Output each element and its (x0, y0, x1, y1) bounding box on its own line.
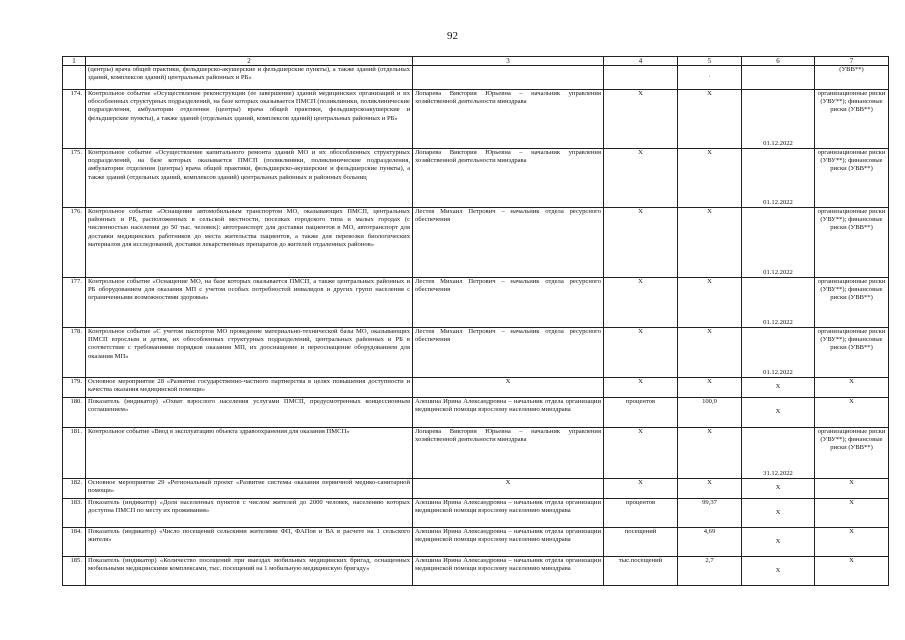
row-text: Контрольное событие «Оснащение автомобильным транспортом МО, оказывающих ПМСП, центральных районных и РБ, расположенных в сельской местности, поселках городского типа и малых городах (с численностью населения до 50 тыс. человек): автотранспорт для доставки пациентов в МО, автотранспорт для доставки медицинских работников до места жительства пациентов, а также для перевозки биологических материалов для исследований, доставки лекарственных препаратов до жителей отдаленных районов» (86, 208, 413, 278)
row-number: 185. (63, 557, 86, 586)
row-text: Показатель (индикатор) «Охват взрослого населения услугами ПМСП, предусмотренных концессионным соглашением» (86, 398, 413, 428)
row-risk: X (815, 479, 889, 499)
header-cell: 2 (86, 57, 413, 66)
row-risk: X (815, 557, 889, 586)
row-value: X (678, 428, 742, 479)
table-row (63, 557, 889, 586)
row-number: 179. (63, 378, 86, 398)
row-value: X (678, 278, 742, 328)
row-number: 184. (63, 528, 86, 557)
row-unit: посещений (604, 528, 678, 557)
table-row (63, 328, 889, 378)
table-row (63, 428, 889, 479)
row-value: X (678, 208, 742, 278)
table-row (63, 378, 889, 398)
row-value: X (678, 378, 742, 398)
row-text: Контрольное событие «С учетом паспортов МО проведение материально-технической базы МО, оказывающих ПМСП взрослым и детям, их обособленных структурных подразделений, центральных районных и РБ в соответствие с требованиями порядков оказания МП, их дооснащение и переоснащение оборудованием для оказания МП» (86, 328, 413, 378)
row-responsible: Лестев Михаил Петрович – начальник отдела ресурсного обеспечения (413, 208, 604, 278)
row-unit: X (604, 378, 678, 398)
row-deadline: 31.12.2022 (742, 428, 815, 479)
row-risk: (УВВ**) (815, 66, 889, 90)
row-text: Контрольное событие «Осуществление капитального ремонта зданий МО и их обособленных структурных подразделений, на базе которых оказывается ПМСП (поликлиники, поликлинические подразделения, амбулатории отделения (центры) врача общей практики, фельдшерско-акушерские и фельдшерские пункты), а также зданий (отдельных зданий, комплексов зданий) центральных районных и районных больниц (86, 149, 413, 208)
row-number: 174. (63, 90, 86, 149)
row-risk: организационные риски (УВУ**); финансовые риски (УВВ**) (815, 208, 889, 278)
row-value: 2,7 (678, 557, 742, 586)
row-deadline: X (742, 398, 815, 428)
row-number: 182. (63, 479, 86, 499)
row-unit: процентов (604, 398, 678, 428)
row-responsible: X (413, 479, 604, 499)
row-unit: X (604, 208, 678, 278)
table-row (63, 479, 889, 499)
row-deadline (742, 66, 815, 90)
row-deadline: 01.12.2022 (742, 208, 815, 278)
row-number: 178. (63, 328, 86, 378)
header-cell: 5 (678, 57, 742, 66)
row-deadline: X (742, 528, 815, 557)
row-unit (604, 66, 678, 90)
row-unit: X (604, 149, 678, 208)
row-text: Контрольное событие «Осуществление реконструкции (ее завершение) зданий медицинских организаций и их обособленных структурных подразделений, на базе которых оказывается ПМСП (поликлиники, поликлинические подразделения, амбулатории отделения (центры) врача общей практики, фельдшерскоакушерские и фельдшерские пункты), а также зданий (отдельных зданий, комплексов зданий) центральных районных и РБ» (86, 90, 413, 149)
header-cell: 3 (413, 57, 604, 66)
table-header-row (63, 57, 889, 66)
row-risk: организационные риски (УВУ**); финансовые риски (УВВ**) (815, 428, 889, 479)
row-number: 180. (63, 398, 86, 428)
row-responsible: Лестев Михаил Петрович – начальник отдела ресурсного обеспечения (413, 328, 604, 378)
row-unit: тыс.посещений (604, 557, 678, 586)
row-text: Показатель (индикатор) «Число посещений сельскими жителями ФП, ФАПов и ВА в расчете на 1 сельского жителя» (86, 528, 413, 557)
page-number: 92 (447, 30, 458, 42)
row-value: 99,37 (678, 499, 742, 528)
row-number: 183. (63, 499, 86, 528)
row-risk: организационные риски (УВУ**); финансовые риски (УВВ**) (815, 149, 889, 208)
row-deadline: 01.12.2022 (742, 149, 815, 208)
row-risk: организационные риски (УВУ**); финансовые риски (УВВ**) (815, 328, 889, 378)
row-deadline: 01.12.2022 (742, 90, 815, 149)
row-text: Основное мероприятие 28 «Развитие государственно-частного партнерства в целях повышения доступности и качества оказания медицинской помощи» (86, 378, 413, 398)
header-cell: 6 (742, 57, 815, 66)
row-value: · (678, 66, 742, 90)
row-unit: X (604, 278, 678, 328)
table-row (63, 528, 889, 557)
row-unit: X (604, 328, 678, 378)
table-row (63, 499, 889, 528)
row-responsible: Лестев Михаил Петрович – начальник отдела ресурсного обеспечения (413, 278, 604, 328)
row-value: X (678, 149, 742, 208)
row-value: 100,0 (678, 398, 742, 428)
row-deadline: 01.12.2022 (742, 278, 815, 328)
plan-table (62, 56, 889, 586)
row-text: Контрольное событие «Оснащение МО, на базе которых оказывается ПМСП, а также центральных районных и РБ оборудованием для оказания МП с учетом особых потребностей инвалидов и других групп населения с ограниченными возможностями здоровья» (86, 278, 413, 328)
row-unit: X (604, 428, 678, 479)
row-value: X (678, 479, 742, 499)
row-deadline: 01.12.2022 (742, 328, 815, 378)
row-responsible: Алешина Ирина Александровна – начальник отдела организации медицинской помощи взрослому населению минздрава (413, 557, 604, 586)
row-responsible: Лопарева Виктория Юрьевна – начальник управления хозяйственной деятельности минздрава (413, 90, 604, 149)
row-deadline: X (742, 499, 815, 528)
row-text: Контрольное событие «Ввод в эксплуатацию объекта здравоохранения для оказания ПМСП» (86, 428, 413, 479)
table-row (63, 398, 889, 428)
row-number: 175. (63, 149, 86, 208)
row-number: 181. (63, 428, 86, 479)
row-number: 176. (63, 208, 86, 278)
row-responsible: Лопарева Виктория Юрьевна – начальник управления хозяйственной деятельности минздрава (413, 428, 604, 479)
row-value: 4,69 (678, 528, 742, 557)
row-deadline: X (742, 378, 815, 398)
row-responsible: Алешина Ирина Александровна – начальник отдела организации медицинской помощи взрослому населению минздрава (413, 499, 604, 528)
row-risk: X (815, 528, 889, 557)
row-risk: X (815, 499, 889, 528)
row-number: 177. (63, 278, 86, 328)
table-row (63, 90, 889, 149)
header-cell: 1 (63, 57, 86, 66)
row-responsible (413, 66, 604, 90)
row-unit: X (604, 479, 678, 499)
row-number (63, 66, 86, 90)
row-responsible: X (413, 378, 604, 398)
table-row (63, 278, 889, 328)
row-responsible: Лопарева Виктория Юрьевна – начальник управления хозяйственной деятельности минздрава (413, 149, 604, 208)
row-value: X (678, 90, 742, 149)
row-text: Показатель (индикатор) «Доля населенных пунктов с числом жителей до 2000 человек, населению которых доступна ПМСП по месту их проживания» (86, 499, 413, 528)
table-row (63, 208, 889, 278)
table-row-continuation (63, 66, 889, 90)
table-row (63, 149, 889, 208)
row-value: X (678, 328, 742, 378)
row-responsible: Алешина Ирина Александровна – начальник отдела организации медицинской помощи взрослому населению минздрава (413, 398, 604, 428)
row-unit: X (604, 90, 678, 149)
row-risk: организационные риски (УВУ**); финансовые риски (УВВ**) (815, 90, 889, 149)
row-text: Основное мероприятие 29 «Региональный проект «Развитие системы оказания первичной медико-санитарной помощи» (86, 479, 413, 499)
header-cell: 7 (815, 57, 889, 66)
row-unit: процентов (604, 499, 678, 528)
row-deadline: X (742, 557, 815, 586)
row-text: Показатель (индикатор) «Количество посещений при выездах мобильных медицинских бригад, оснащенных мобильными медицинскими комплексами, тыс. посещений на 1 мобильную медицинскую бригаду» (86, 557, 413, 586)
row-text: (центры) врача общей практики, фельдшерско-акушерские и фельдшерские пункты), а также зданий (отдельных зданий, комплексов зданий) центральных районных и РБ» (86, 66, 413, 90)
row-deadline: X (742, 479, 815, 499)
header-cell: 4 (604, 57, 678, 66)
row-responsible: Алешина Ирина Александровна – начальник отдела организации медицинской помощи взрослому населению минздрава (413, 528, 604, 557)
row-risk: X (815, 398, 889, 428)
row-risk: организационные риски (УВУ**); финансовые риски (УВВ**) (815, 278, 889, 328)
row-risk: X (815, 378, 889, 398)
